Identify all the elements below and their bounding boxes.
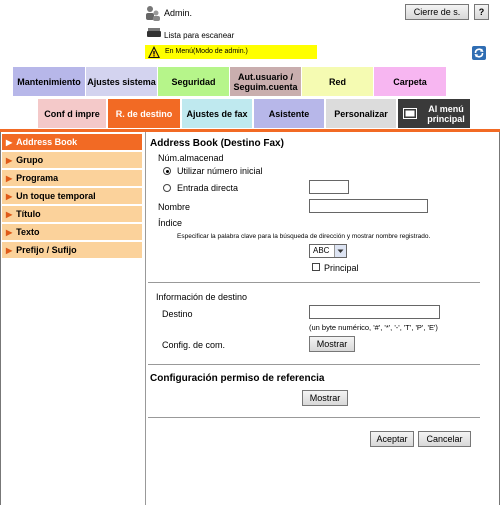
sidebar-item-label: Texto (16, 227, 40, 237)
tab-label: R. de destino (115, 108, 173, 119)
accept-button[interactable]: Aceptar (370, 431, 414, 447)
section-divider (148, 364, 480, 365)
tab-ajustes-fax[interactable] (182, 99, 252, 128)
section-divider (148, 417, 480, 418)
tab-label: Asistente (268, 108, 310, 119)
warning-icon (147, 45, 161, 59)
sidebar-item-programa[interactable] (2, 170, 142, 187)
section-divider (148, 282, 480, 283)
help-button[interactable]: ? (474, 4, 489, 20)
dest-info-label: Información de destino (156, 292, 248, 302)
destino-label: Destino (162, 309, 193, 319)
config-com-show-button[interactable]: Mostrar (309, 336, 355, 352)
sidebar-item-label: Address Book (16, 137, 78, 147)
tab-seguridad[interactable] (158, 67, 229, 96)
tab-label: Personalizar (334, 108, 388, 119)
tab-carpeta[interactable] (374, 67, 446, 96)
sidebar-item-label: Un toque temporal (16, 191, 96, 201)
admin-label: Admin. (164, 8, 193, 18)
arrow-right-icon: ▶ (6, 228, 13, 237)
status-text: Lista para escanear (164, 31, 235, 40)
sidebar-item-grupo[interactable] (2, 152, 142, 169)
arrow-right-icon: ▶ (6, 138, 13, 147)
frame-left-border (0, 132, 1, 505)
radio-entrada-directa-label: Entrada directa (177, 183, 239, 193)
arrow-right-icon: ▶ (6, 192, 13, 201)
radio-utilizar-numero[interactable] (163, 167, 171, 175)
logout-button[interactable]: Cierre de s. (405, 4, 469, 20)
sidebar-item-label: Título (16, 209, 41, 219)
cancel-button[interactable]: Cancelar (418, 431, 471, 447)
principal-checkbox[interactable] (312, 263, 320, 271)
arrow-right-icon: ▶ (6, 246, 13, 255)
indice-select[interactable] (309, 244, 347, 258)
menu-home-icon (403, 108, 417, 119)
chevron-down-icon (334, 245, 346, 257)
sidebar-item-un-toque-temporal[interactable] (2, 188, 142, 205)
destino-input[interactable] (309, 305, 440, 319)
tab-label: Ajustes de fax (186, 108, 248, 119)
tab-aut-usuario[interactable] (230, 67, 301, 96)
sidebar-item-texto[interactable] (2, 224, 142, 241)
indice-label: Índice (158, 218, 183, 228)
tab-red[interactable] (302, 67, 373, 96)
radio-utilizar-numero-label: Utilizar número inicial (177, 166, 263, 176)
sidebar-item-titulo[interactable] (2, 206, 142, 223)
nombre-input[interactable] (309, 199, 428, 213)
tab-label: Conf d impre (44, 108, 100, 119)
destino-hint: (un byte numérico, '#', '*', '-', 'T', 'P', 'E') (309, 323, 438, 332)
tab-mantenimiento[interactable] (13, 67, 85, 96)
principal-label: Principal (324, 263, 359, 273)
tab-ajustes-sistema[interactable] (86, 67, 157, 96)
tab-label: Al menú principal (427, 103, 465, 124)
tab-label: Mantenimiento (17, 76, 81, 87)
arrow-right-icon: ▶ (6, 210, 13, 219)
tab-label: Red (328, 76, 346, 87)
tab-asistente[interactable] (254, 99, 324, 128)
tab-personalizar[interactable] (326, 99, 396, 128)
tab-r-de-destino[interactable] (108, 99, 180, 128)
tab-label: Seguridad (171, 76, 216, 87)
page-title: Address Book (Destino Fax) (150, 138, 284, 149)
entrada-directa-input[interactable] (309, 180, 349, 194)
ref-permission-title: Configuración permiso de referencia (150, 373, 325, 384)
tab-divider (0, 129, 500, 132)
tab-al-menu-principal[interactable] (398, 99, 470, 128)
tab-conf-impre[interactable] (38, 99, 106, 128)
admin-user-icon (145, 5, 161, 21)
indice-hint: Especificar la palabra clave para la búsqueda de dirección y mostrar nombre registrado. (177, 233, 431, 240)
arrow-right-icon: ▶ (6, 174, 13, 183)
warning-banner (145, 45, 317, 59)
sidebar-item-address-book[interactable] (2, 134, 142, 151)
sidebar-item-prefijo-sufijo[interactable] (2, 242, 142, 259)
refresh-icon[interactable] (472, 46, 486, 60)
tab-label: Ajustes sistema (87, 76, 156, 87)
tab-label: Carpeta (393, 76, 427, 87)
tab-label: Aut.usuario / Seguim.cuenta (233, 71, 298, 92)
sidebar-item-label: Grupo (16, 155, 44, 165)
content-divider (145, 132, 146, 505)
radio-entrada-directa[interactable] (163, 184, 171, 192)
warning-text: En Menú(Modo de admin.) (165, 48, 248, 55)
ref-permission-show-button[interactable]: Mostrar (302, 390, 348, 406)
config-com-label: Config. de com. (162, 340, 226, 350)
indice-select-value: ABC (313, 246, 330, 255)
num-almacenad-label: Núm.almacenad (158, 153, 224, 163)
arrow-right-icon: ▶ (6, 156, 13, 165)
nombre-label: Nombre (158, 202, 191, 212)
sidebar-item-label: Prefijo / Sufijo (16, 245, 77, 255)
sidebar-item-label: Programa (16, 173, 59, 183)
scanner-icon (147, 28, 161, 38)
